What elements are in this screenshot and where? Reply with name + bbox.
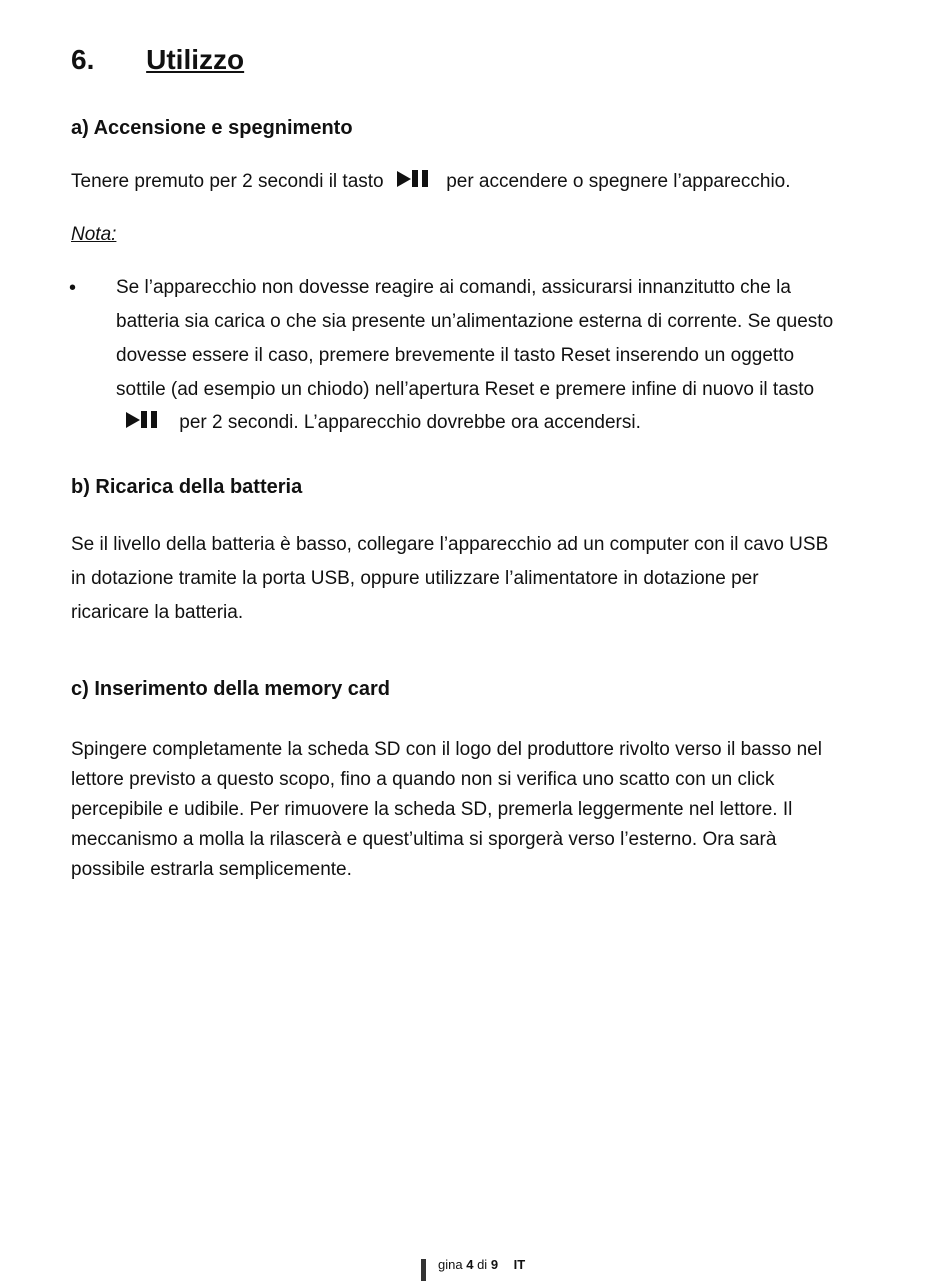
section-title: Utilizzo [146,44,245,75]
section-heading [71,44,244,76]
play-pause-icon [124,410,164,430]
subsection-c-line-3: percepibile e udibile. Per rimuovere la scheda SD, premerla leggermente nel lettore. Il [71,799,793,820]
section-number: 6. [71,44,95,75]
subsection-b-line-2: in dotazione tramite la porta USB, oppure utilizzare l’alimentatore in dotazione per [71,568,759,589]
page-footer [438,1257,525,1272]
subsection-a-text-before: Tenere premuto per 2 secondi il tasto [71,171,384,192]
footer-of: di [477,1257,488,1272]
footer-prefix: gina [438,1257,463,1272]
subsection-c-line-1: Spingere completamente la scheda SD con il logo del produttore rivolto verso il basso nel [71,739,822,760]
subsection-a-text-after: per accendere o spegnere l’apparecchio. [446,171,791,192]
footer-mark [421,1259,426,1281]
subsection-c-line-2: lettore previsto a questo scopo, fino a quando non si verifica uno scatto con un click [71,769,775,790]
subsection-b-line-1: Se il livello della batteria è basso, collegare l’apparecchio ad un computer con il cavo USB [71,534,829,555]
subsection-c-heading: c) Inserimento della memory card [71,678,391,700]
subsection-a-heading: a) Accensione e spegnimento [71,117,353,139]
footer-language: IT [513,1257,526,1272]
subsection-c-line-4: meccanismo a molla la rilascerà e quest’ultima si sporgerà verso l’esterno. Ora sarà [71,829,777,850]
nota-bullet: • [69,277,77,299]
footer-total-pages: 9 [490,1257,499,1272]
nota-line-4: sottile (ad esempio un chiodo) nell’apertura Reset e premere infine di nuovo il tasto [116,379,815,400]
nota-line-1: Se l’apparecchio non dovesse reagire ai comandi, assicurarsi innanzitutto che la [116,277,791,298]
subsection-b-line-3: ricaricare la batteria. [71,602,244,623]
play-pause-icon [395,169,435,189]
nota-label: Nota: [71,224,117,245]
nota-line-2: batteria sia carica o che sia presente un’alimentazione esterna di corrente. Se questo [116,311,834,332]
nota-last-line: per 2 secondi. L’apparecchio dovrebbe ora accendersi. [179,412,641,433]
subsection-c-line-5: possibile estrarla semplicemente. [71,859,352,880]
subsection-b-heading: b) Ricarica della batteria [71,476,303,498]
nota-line-3: dovesse essere il caso, premere brevemente il tasto Reset inserendo un oggetto [116,345,795,366]
nota-line-5 [124,408,641,438]
subsection-a-text [71,167,791,197]
footer-page-number: 4 [466,1257,474,1272]
